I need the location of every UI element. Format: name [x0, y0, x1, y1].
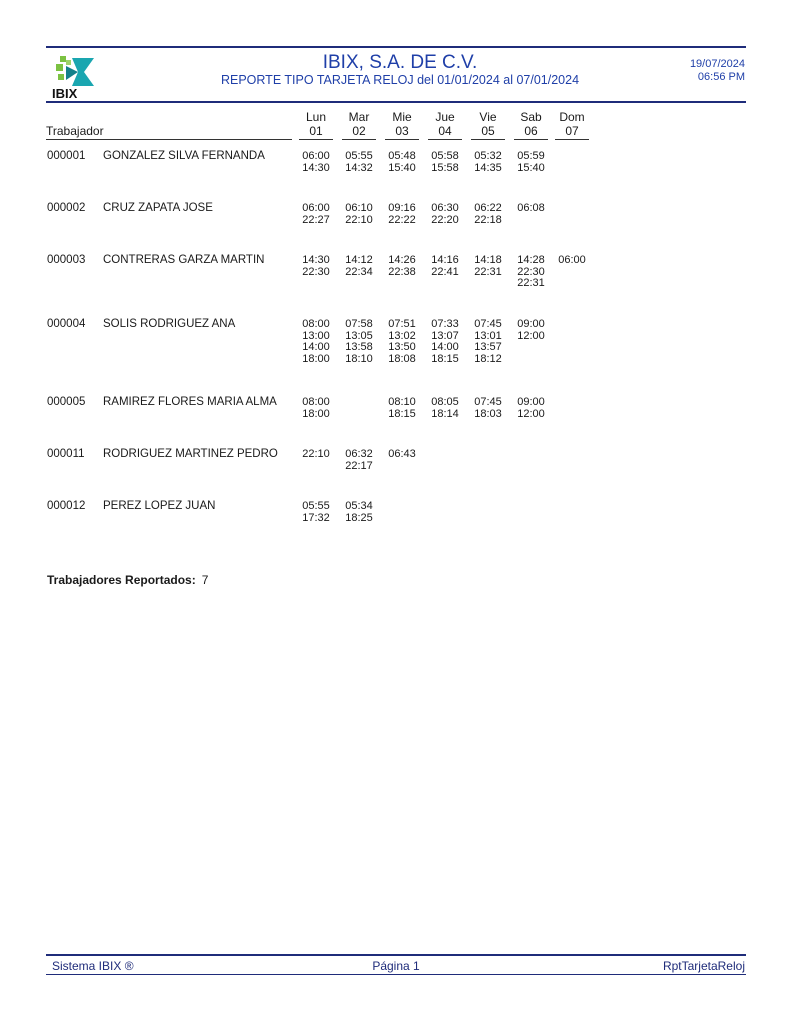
punch-time: 15:40: [388, 161, 416, 174]
worker-name: SOLIS RODRIGUEZ ANA: [103, 318, 236, 330]
punch-time: 06:00: [302, 202, 330, 214]
punch-times-cell: [299, 203, 333, 226]
punch-times-cell: [299, 255, 333, 278]
worker-id: 000012: [47, 500, 86, 512]
day-number: 03: [395, 124, 409, 138]
workers-reported-summary: [47, 573, 208, 587]
punch-times-cell: [514, 203, 548, 215]
punch-time: 12:00: [517, 329, 545, 342]
punch-time: 06:22: [474, 202, 502, 214]
punch-time: 14:12: [345, 254, 373, 266]
logo-text: IBIX: [52, 86, 78, 100]
day-column-rule: [428, 139, 462, 140]
punch-time: 22:10: [345, 213, 373, 226]
punch-time: 14:00: [302, 341, 330, 353]
punch-time: 05:55: [345, 150, 373, 162]
day-header-lun: [299, 110, 333, 138]
punch-time: 05:32: [474, 150, 502, 162]
day-number: 06: [524, 124, 538, 138]
day-name: Vie: [479, 110, 497, 124]
day-header-dom: [555, 110, 589, 138]
worker-id: 000005: [47, 396, 86, 408]
punch-times-cell: [471, 397, 505, 420]
punch-times-cell: [342, 255, 376, 278]
punch-times-cell: [299, 501, 333, 524]
day-number: 04: [438, 124, 452, 138]
day-number: 07: [565, 124, 579, 138]
report-datetime: [690, 58, 745, 84]
punch-time: 22:41: [431, 265, 459, 278]
footer-top-rule: [46, 954, 746, 956]
punch-time: 22:27: [302, 213, 330, 226]
worker-name: CONTRERAS GARZA MARTIN: [103, 254, 265, 266]
punch-time: 22:20: [431, 213, 459, 226]
worker-name: CRUZ ZAPATA JOSE: [103, 202, 213, 214]
punch-time: 18:15: [388, 407, 416, 420]
punch-times-cell: [471, 255, 505, 278]
punch-time: 05:58: [431, 150, 459, 162]
punch-time: 06:00: [302, 150, 330, 162]
punch-time: 07:58: [345, 318, 373, 330]
day-name: Lun: [305, 110, 327, 124]
day-name: Sab: [520, 110, 542, 124]
day-name: Mar: [348, 110, 370, 124]
punch-time: 07:33: [431, 318, 459, 330]
worker-name: PEREZ LOPEZ JUAN: [103, 500, 216, 512]
worker-id: 000004: [47, 318, 86, 330]
punch-time: 14:00: [431, 341, 459, 353]
punch-times-cell: [342, 449, 376, 472]
worker-id: 000003: [47, 254, 86, 266]
worker-id: 000001: [47, 150, 86, 162]
punch-times-cell: [385, 151, 419, 174]
punch-times-cell: [385, 255, 419, 278]
punch-time: 08:05: [431, 396, 459, 408]
punch-times-cell: [299, 449, 333, 461]
worker-name: GONZALEZ SILVA FERNANDA: [103, 150, 265, 162]
header-top-rule: [46, 46, 746, 48]
punch-time: 22:34: [345, 265, 373, 278]
day-column-rule: [555, 139, 589, 140]
punch-time: 05:59: [517, 150, 545, 162]
day-number: 01: [309, 124, 323, 138]
punch-time: 22:30: [517, 265, 545, 278]
day-name: Mie: [392, 110, 412, 124]
punch-time: 06:30: [431, 202, 459, 214]
punch-time: 06:32: [345, 448, 373, 460]
punch-times-cell: [471, 203, 505, 226]
punch-time: 15:40: [517, 161, 545, 174]
punch-time: 08:10: [388, 396, 416, 408]
day-column-rule: [514, 139, 548, 140]
punch-time: 18:15: [431, 352, 459, 365]
punch-time: 07:51: [388, 318, 416, 330]
punch-times-cell: [514, 319, 548, 342]
punch-time: 13:02: [388, 329, 416, 342]
punch-times-cell: [385, 319, 419, 365]
report-time: 06:56 PM: [697, 71, 745, 83]
punch-time: 13:07: [431, 329, 459, 342]
punch-times-cell: [342, 319, 376, 365]
report-title: REPORTE TIPO TARJETA RELOJ del 01/01/2024 al 07/01/2024: [220, 73, 580, 87]
day-name: Jue: [435, 110, 455, 124]
footer-bottom-rule: [46, 974, 746, 975]
punch-time: 18:03: [474, 407, 502, 420]
punch-time: 14:28: [517, 254, 545, 266]
punch-time: 13:57: [474, 341, 502, 353]
punch-time: 06:00: [558, 254, 586, 266]
day-column-rule: [385, 139, 419, 140]
punch-time: 06:43: [388, 448, 416, 460]
company-name: IBIX, S.A. DE C.V.: [322, 52, 478, 73]
day-column-rule: [471, 139, 505, 140]
punch-time: 14:26: [388, 254, 416, 266]
punch-times-cell: [471, 319, 505, 365]
day-header-mar: [342, 110, 376, 138]
punch-time: 14:16: [431, 254, 459, 266]
punch-time: 15:58: [431, 161, 459, 174]
punch-time: 22:22: [388, 213, 416, 226]
punch-time: 05:55: [302, 500, 330, 512]
punch-time: 05:48: [388, 150, 416, 162]
punch-time: 06:10: [345, 202, 373, 214]
punch-time: 22:30: [302, 265, 330, 278]
punch-time: 07:45: [474, 396, 502, 408]
punch-time: 17:32: [302, 511, 330, 524]
punch-time: 22:17: [345, 459, 373, 472]
company-logo: [48, 52, 110, 100]
day-header-mie: [385, 110, 419, 138]
punch-time: 18:00: [302, 407, 330, 420]
punch-time: 18:25: [345, 511, 373, 524]
punch-times-cell: [299, 151, 333, 174]
punch-times-cell: [299, 397, 333, 420]
footer-report-id: RptTarjetaReloj: [662, 959, 745, 973]
day-number: 02: [352, 124, 366, 138]
punch-times-cell: [428, 255, 462, 278]
punch-times-cell: [514, 255, 548, 290]
punch-times-cell: [342, 151, 376, 174]
punch-time: 14:30: [302, 254, 330, 266]
punch-time: 14:30: [302, 161, 330, 174]
day-header-jue: [428, 110, 462, 138]
worker-column-rule: [46, 139, 292, 140]
punch-time: 22:38: [388, 265, 416, 278]
punch-time: 13:50: [388, 341, 416, 353]
punch-time: 14:32: [345, 161, 373, 174]
day-column-rule: [342, 139, 376, 140]
punch-times-cell: [428, 151, 462, 174]
punch-times-cell: [385, 397, 419, 420]
footer-system: Sistema IBIX ®: [52, 959, 134, 973]
punch-time: 14:35: [474, 161, 502, 174]
ibix-logo-mark-icon: [48, 52, 110, 100]
punch-time: 07:45: [474, 318, 502, 330]
punch-time: 22:18: [474, 213, 502, 226]
punch-time: 06:08: [517, 202, 545, 214]
punch-time: 18:00: [302, 352, 330, 365]
punch-times-cell: [514, 397, 548, 420]
punch-time: 13:00: [302, 329, 330, 342]
day-header-sab: [514, 110, 548, 138]
report-date: 19/07/2024: [689, 58, 745, 70]
punch-time: 18:12: [474, 352, 502, 365]
worker-name: RODRIGUEZ MARTINEZ PEDRO: [103, 448, 278, 460]
punch-time: 12:00: [517, 407, 545, 420]
punch-times-cell: [342, 501, 376, 524]
punch-time: 13:58: [345, 341, 373, 353]
footer-page-number: Página 1: [372, 959, 420, 973]
worker-id: 000011: [47, 448, 85, 460]
punch-time: 14:18: [474, 254, 502, 266]
worker-column-header: Trabajador: [46, 124, 104, 138]
punch-time: 22:31: [517, 277, 545, 289]
punch-time: 18:14: [431, 407, 459, 420]
summary-label: Trabajadores Reportados:: [47, 573, 196, 587]
punch-time: 08:00: [302, 396, 330, 408]
punch-times-cell: [385, 449, 419, 461]
punch-times-cell: [299, 319, 333, 365]
day-number: 05: [481, 124, 495, 138]
day-column-rule: [299, 139, 333, 140]
day-name: Dom: [559, 110, 585, 124]
summary-value: 7: [201, 573, 209, 587]
punch-times-cell: [471, 151, 505, 174]
punch-times-cell: [514, 151, 548, 174]
punch-times-cell: [385, 203, 419, 226]
worker-name: RAMIREZ FLORES MARIA ALMA: [103, 396, 277, 408]
punch-times-cell: [428, 203, 462, 226]
punch-time: 18:10: [345, 352, 373, 365]
punch-time: 08:00: [302, 318, 330, 330]
punch-time: 22:31: [474, 265, 502, 278]
punch-time: 22:10: [302, 448, 330, 460]
header-bottom-rule: [46, 101, 746, 103]
punch-time: 05:34: [345, 500, 373, 512]
punch-times-cell: [342, 203, 376, 226]
punch-time: 09:00: [517, 318, 545, 330]
punch-time: 18:08: [388, 352, 416, 365]
punch-time: 13:05: [345, 329, 373, 342]
punch-time: 09:16: [388, 202, 416, 214]
punch-time: 13:01: [474, 329, 502, 342]
punch-time: 09:00: [517, 396, 545, 408]
day-header-vie: [471, 110, 505, 138]
punch-times-cell: [428, 319, 462, 365]
worker-id: 000002: [47, 202, 86, 214]
punch-times-cell: [428, 397, 462, 420]
punch-times-cell: [555, 255, 589, 267]
